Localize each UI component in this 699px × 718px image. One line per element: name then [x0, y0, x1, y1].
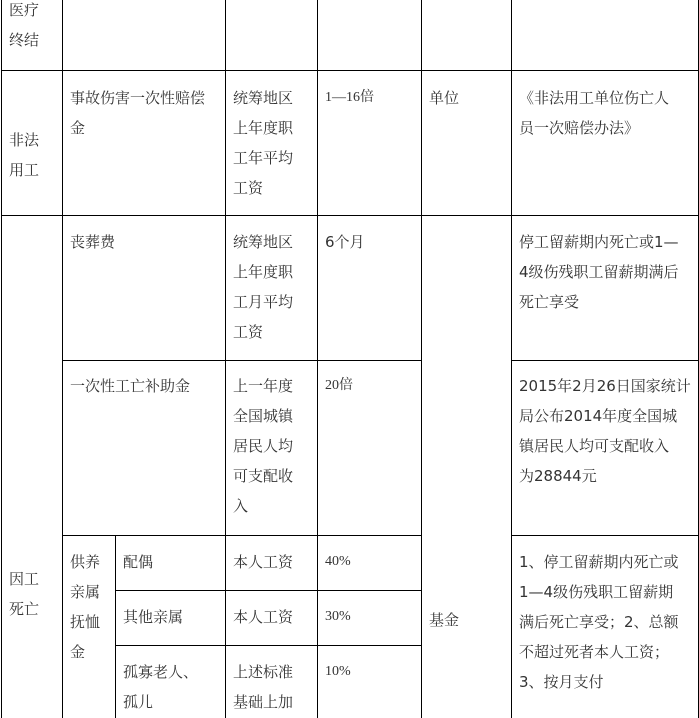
orphan-standard: 10%: [325, 664, 351, 679]
illegal-standard: 1—16倍: [325, 90, 374, 105]
row-label-medical-end: 医疗 终结: [9, 1, 40, 49]
illegal-item: 事故伤害一次性赔偿 金: [70, 89, 206, 137]
row-label-illegal: 非法 用工: [9, 131, 40, 179]
dependent-group-label: 供养 亲属 抚恤 金: [70, 553, 101, 661]
lump-sum-base: 上一年度 全国城镇 居民人均 可支配收 入: [233, 377, 294, 515]
illegal-base: 统筹地区 上年度职 工年平均 工资: [233, 89, 294, 197]
other-relatives-item: 其他亲属: [123, 608, 184, 626]
lump-sum-item: 一次性工亡补助金: [70, 377, 191, 395]
grid-line: [115, 645, 421, 646]
other-relatives-standard: 30%: [325, 609, 351, 624]
funeral-base: 统筹地区 上年度职 工月平均 工资: [233, 233, 294, 341]
lump-sum-note: 2015年2月26日国家统计 局公布2014年度全国城 镇居民人均可支配收入 为28844元: [519, 377, 691, 485]
funeral-note: 停工留薪期内死亡或1— 4级伤残职工留薪期满后 死亡享受: [519, 233, 679, 311]
orphan-base: 上述标准 基础上加: [233, 663, 294, 711]
grid-line: [62, 360, 421, 361]
grid-line: [511, 535, 699, 536]
spouse-base: 本人工资: [233, 553, 294, 571]
grid-line: [115, 535, 116, 718]
grid-line: [115, 590, 421, 591]
illegal-payer: 单位: [429, 89, 460, 107]
dependent-note: 1、停工留薪期内死亡或 1—4级伤残职工留薪期 满后死亡享受；2、总额 不超过死者本人工资； 3、按月支付: [519, 553, 679, 691]
spouse-item: 配偶: [123, 553, 154, 571]
grid-line: [62, 0, 63, 718]
grid-line: [1, 0, 2, 718]
spouse-standard: 40%: [325, 554, 351, 569]
other-relatives-base: 本人工资: [233, 608, 294, 626]
grid-line: [1, 215, 699, 216]
funeral-standard: 6个月: [325, 233, 365, 251]
grid-line: [317, 0, 318, 718]
row-label-death: 因工 死亡: [9, 570, 40, 618]
orphan-item: 孤寡老人、 孤儿: [123, 663, 199, 711]
funeral-item: 丧葬费: [70, 233, 116, 251]
grid-line: [511, 0, 512, 718]
grid-line: [1, 70, 699, 71]
grid-line: [511, 360, 699, 361]
lump-sum-standard: 20倍: [325, 378, 353, 393]
death-payer: 基金: [429, 611, 460, 629]
illegal-note: 《非法用工单位伤亡人 员一次赔偿办法》: [519, 89, 670, 137]
grid-line: [421, 0, 422, 718]
grid-line: [225, 0, 226, 718]
